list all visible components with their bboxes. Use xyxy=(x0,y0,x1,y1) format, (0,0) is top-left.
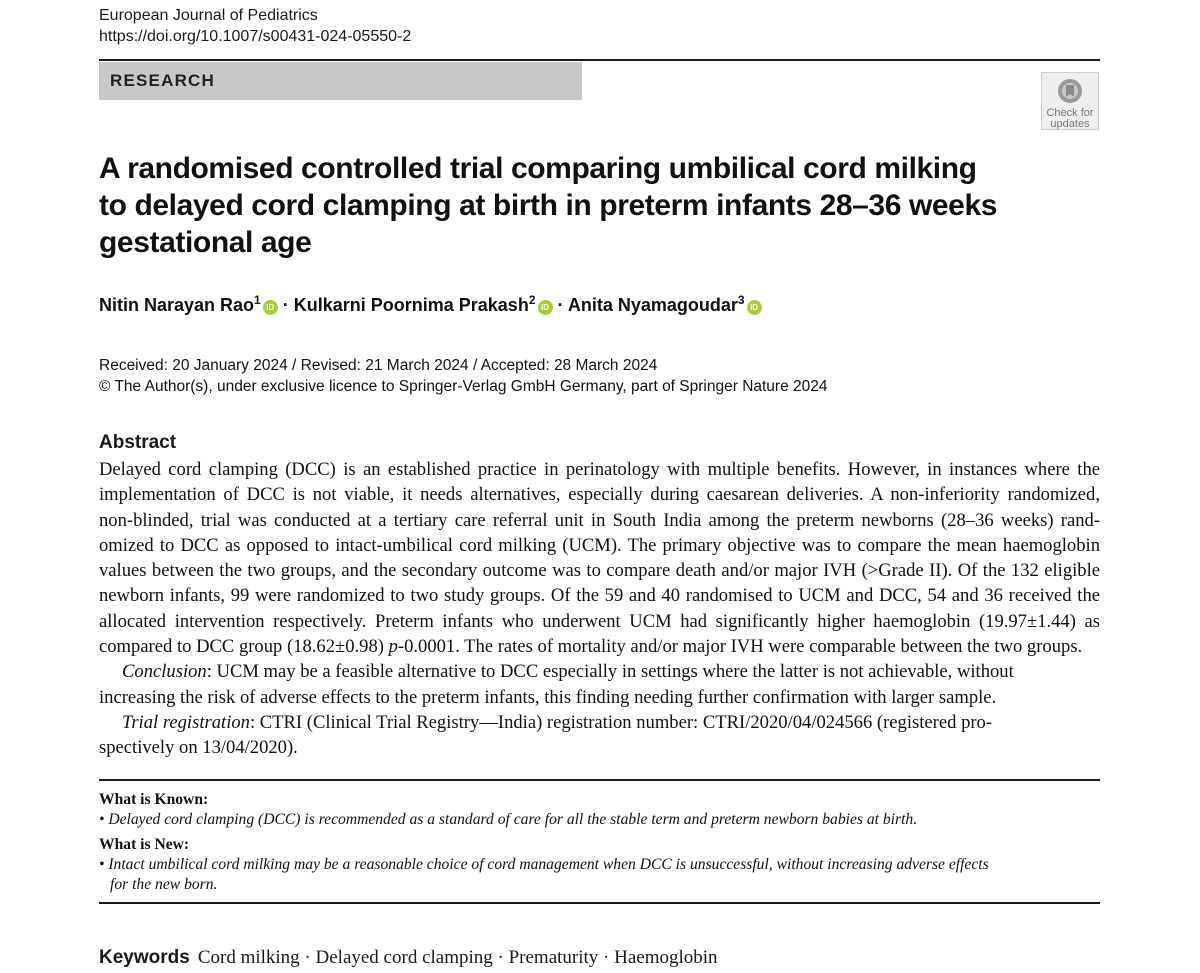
conclusion-label: Conclusion xyxy=(122,661,207,683)
journal-name: European Journal of Pediatrics xyxy=(99,7,318,24)
keywords-label: Keywords xyxy=(99,947,190,968)
abstract-text: compared to DCC group (18.62±0.98) xyxy=(99,636,389,658)
orcid-icon[interactable]: iD xyxy=(747,300,762,315)
author-separator: · xyxy=(552,295,568,315)
check-updates-line2: updates xyxy=(1050,118,1090,130)
abstract-line: omized to DCC as opposed to intact-umbilical cord milking (UCM). The primary objective was to compare the mean haemoglobin xyxy=(99,534,1100,556)
bookmark-icon xyxy=(1056,77,1084,105)
trial-line xyxy=(99,710,1100,735)
conclusion-line xyxy=(99,659,1100,684)
trial-text: : CTRI (Clinical Trial Registry—India) registration number: CTRI/2020/04/024566 (registered pro- xyxy=(249,711,993,733)
known-box-top-rule xyxy=(99,779,1100,781)
conclusion-line: increasing the risk of adverse effects to the preterm infants, this finding needing further confirmation with larger sample. xyxy=(99,686,997,708)
orcid-icon[interactable]: iD xyxy=(263,300,278,315)
title-line: A randomised controlled trial comparing umbilical cord milking xyxy=(99,152,977,185)
date-history: Received: 20 January 2024 / Revised: 21 March 2024 / Accepted: 28 March 2024 xyxy=(99,357,658,374)
new-item: • Intact umbilical cord milking may be a reasonable choice of cord management when DCC is unsuccessful, without increasing adverse effects xyxy=(99,856,989,873)
author-affiliation: 2 xyxy=(528,293,536,307)
keyword-list: Cord milking · Delayed cord clamping · Prematurity · Haemoglobin xyxy=(197,947,718,968)
check-for-updates-badge[interactable] xyxy=(1041,72,1099,130)
known-new-box xyxy=(99,790,1100,895)
known-item: • Delayed cord clamping (DCC) is recommended as a standard of care for all the stable term and preterm newborn babies at birth. xyxy=(99,811,918,828)
abstract-text: -0.0001. The rates of mortality and/or major IVH were comparable between the two groups. xyxy=(397,636,1083,658)
abstract-line: allocated intervention respectively. Preterm infants who underwent UCM had significantly higher haemoglobin (19.97±1.44) as xyxy=(99,610,1100,632)
abstract-heading: Abstract xyxy=(99,432,177,453)
author-name[interactable]: Kulkarni Poornima Prakash xyxy=(293,295,529,315)
section-label: RESEARCH xyxy=(99,62,582,100)
author-separator: · xyxy=(277,295,294,315)
trial-label: Trial registration xyxy=(122,711,250,733)
known-heading: What is Known: xyxy=(99,791,209,808)
orcid-icon[interactable]: iD xyxy=(538,300,553,315)
abstract-line xyxy=(99,634,1100,659)
author-list xyxy=(99,293,762,316)
known-box-bottom-rule xyxy=(99,902,1100,904)
copyright-notice: © The Author(s), under exclusive licence to Springer-Verlag GmbH Germany, part of Springer Nature 2024 xyxy=(99,378,828,395)
article-title xyxy=(99,150,999,261)
abstract-line: non-blinded, trial was conducted at a tertiary care referral unit in South India among the preterm newborns (28–36 weeks) rand- xyxy=(99,509,1100,531)
top-rule xyxy=(99,59,1100,61)
author-name[interactable]: Anita Nyamagoudar xyxy=(567,295,738,315)
abstract-line: implementation of DCC is not viable, it needs alternatives, especially during caesarean deliveries. A non-inferiority randomized, xyxy=(99,484,1100,506)
abstract-line: newborn infants, 99 were randomized to two study groups. Of the 59 and 40 randomised to UCM and DCC, 54 and 36 received the xyxy=(99,585,1100,607)
title-line: gestational age xyxy=(99,226,312,259)
title-line: to delayed cord clamping at birth in preterm infants 28–36 weeks xyxy=(99,189,998,222)
conclusion-text: : UCM may be a feasible alternative to DCC especially in settings where the latter is not achievable, without xyxy=(206,661,1014,683)
abstract-body xyxy=(99,457,1100,761)
p-symbol: p xyxy=(388,636,398,658)
new-item-continued: for the new born. xyxy=(110,876,218,893)
new-heading: What is New: xyxy=(99,836,190,853)
abstract-line: values between the two groups, and the secondary outcome was to compare death and/or major IVH (>Grade II). Of the 132 eligible xyxy=(99,560,1100,582)
author-affiliation: 3 xyxy=(737,293,745,307)
keywords xyxy=(99,947,718,969)
trial-line: spectively on 13/04/2020). xyxy=(99,737,298,759)
author-name[interactable]: Nitin Narayan Rao xyxy=(99,295,255,315)
doi-link[interactable]: https://doi.org/10.1007/s00431-024-05550-2 xyxy=(99,28,412,45)
author-affiliation: 1 xyxy=(254,293,261,307)
check-updates-line1: Check for xyxy=(1046,107,1094,119)
abstract-line: Delayed cord clamping (DCC) is an established practice in perinatology with multiple benefits. However, in instances where the xyxy=(99,459,1100,480)
journal-header xyxy=(99,5,411,47)
article-history xyxy=(99,355,828,397)
